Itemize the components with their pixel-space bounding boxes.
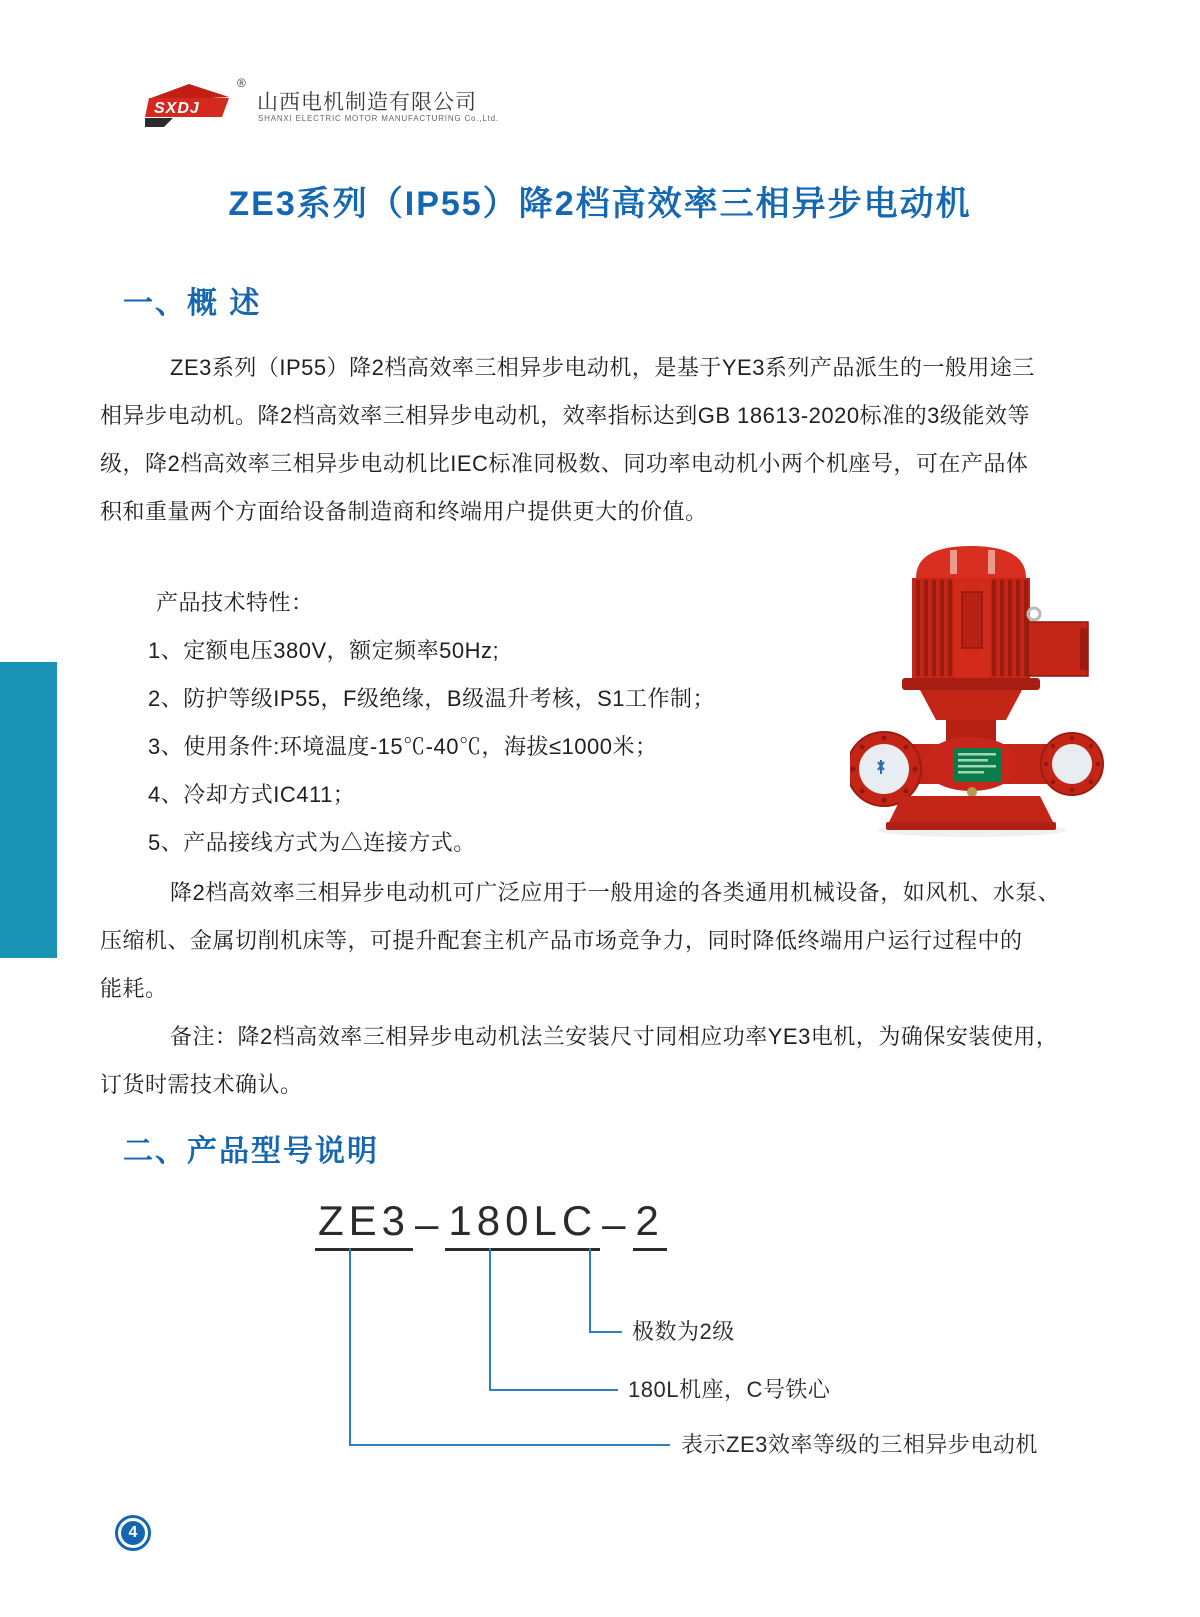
feature-item: 2、防护等级IP55，F级绝缘，B级温升考核，S1工作制； [148, 686, 716, 711]
page-title: ZE3系列（IP55）降2档高效率三相异步电动机 [228, 185, 972, 223]
page-number: 4 [121, 1521, 145, 1545]
paragraph-line: ZE3系列（IP55）降2档高效率三相异步电动机，是基于YE3系列产品派生的一般用途三 [170, 355, 1035, 380]
paragraph-line: 订货时需技术确认。 [100, 1072, 303, 1097]
overview-paragraph-1 [100, 344, 1080, 536]
registered-trademark-icon: ® [237, 76, 246, 90]
feature-item: 4、冷却方式IC411； [148, 782, 356, 807]
paragraph-line: 压缩机、金属切削机床等，可提升配套主机产品市场竞争力，同时降低终端用户运行过程中的 [100, 928, 1023, 953]
paragraph-line: 能耗。 [100, 976, 168, 1001]
paragraph-line: 备注：降2档高效率三相异步电动机法兰安装尺寸同相应功率YE3电机，为确保安装使用， [170, 1024, 1059, 1049]
left-accent-strip [0, 662, 57, 958]
model-separator: – [602, 1200, 631, 1247]
callout-label-series: 表示ZE3效率等级的三相异步电动机 [681, 1432, 1038, 1457]
paragraph-line: 相异步电动机。降2档高效率三相异步电动机，效率指标达到GB 18613-2020标准的3级能效等 [100, 403, 1030, 428]
svg-text:SXDJ: SXDJ [154, 100, 200, 117]
paragraph-line: 积和重量两个方面给设备制造商和终端用户提供更大的价值。 [100, 499, 708, 524]
company-name-en: SHANXI ELECTRIC MOTOR MANUFACTURING Co.,Ltd. [258, 114, 499, 123]
feature-item: 1、定额电压380V，额定频率50Hz; [148, 638, 500, 663]
overview-paragraph-2 [100, 869, 1080, 1013]
feature-item: 5、产品接线方式为△连接方式。 [148, 830, 476, 855]
model-designation [315, 1198, 667, 1251]
technical-features-list [148, 579, 848, 867]
section-heading-overview: 一、概 述 [123, 287, 262, 320]
features-label: 产品技术特性： [156, 590, 314, 615]
company-name-cn: 山西电机制造有限公司 [257, 91, 477, 114]
callout-label-poles: 极数为2级 [632, 1319, 735, 1344]
paragraph-line: 降2档高效率三相异步电动机可广泛应用于一般用途的各类通用机械设备，如风机、水泵、 [170, 880, 1061, 905]
model-separator: – [415, 1200, 444, 1247]
page-number-badge [115, 1515, 151, 1551]
pump-product-image [850, 540, 1105, 840]
callout-label-frame: 180L机座，C号铁心 [628, 1377, 831, 1402]
model-segment-frame: 180LC [445, 1198, 600, 1251]
model-segment-poles: 2 [633, 1198, 667, 1251]
sxdj-logo-icon [145, 82, 233, 128]
section-heading-model: 二、产品型号说明 [123, 1135, 379, 1168]
model-segment-series: ZE3 [315, 1198, 413, 1251]
company-logo [145, 78, 665, 138]
feature-item: 3、使用条件:环境温度-15℃-40℃，海拔≤1000米； [148, 734, 658, 759]
remark-paragraph [100, 1013, 1080, 1109]
paragraph-line: 级，降2档高效率三相异步电动机比IEC标准同极数、同功率电动机小两个机座号，可在产品体 [100, 451, 1029, 476]
